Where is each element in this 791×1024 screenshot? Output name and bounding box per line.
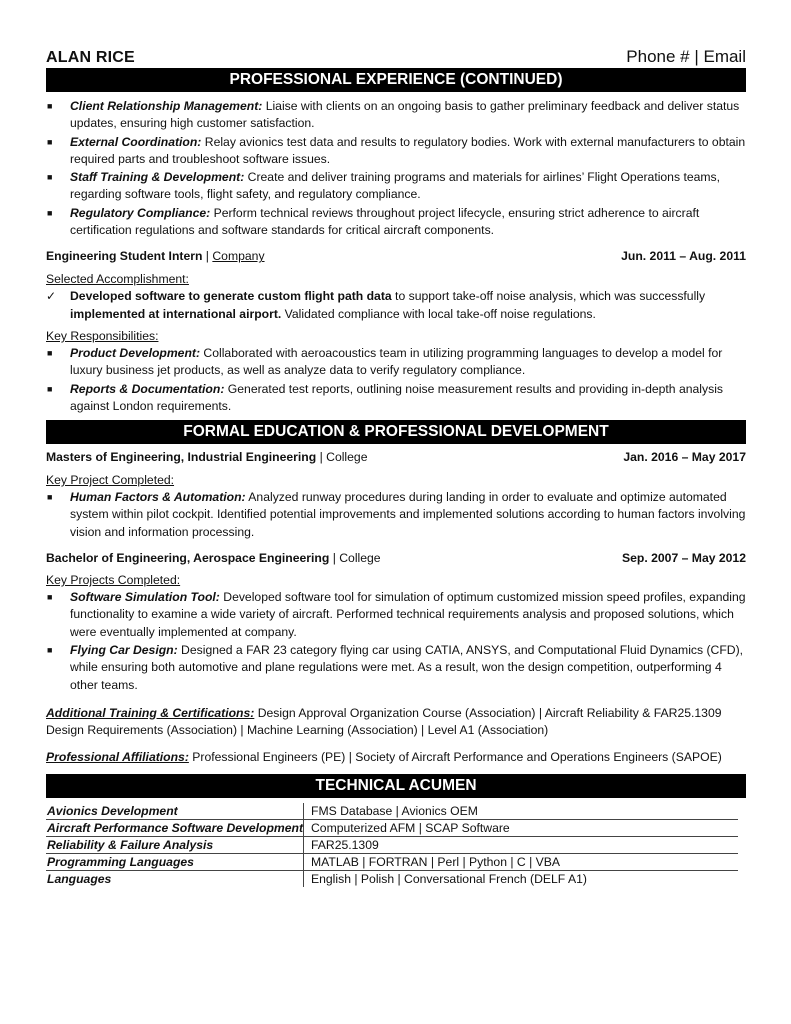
technical-section-heading: TECHNICAL ACUMEN [46, 774, 746, 798]
skill-category: Avionics Development [46, 803, 304, 820]
skill-values: MATLAB | FORTRAN | Perl | Python | C | VBA [304, 853, 739, 870]
square-bullet-icon: ■ [47, 101, 53, 111]
square-bullet-icon: ■ [47, 644, 53, 655]
skills-table [46, 803, 738, 887]
masters-project-list [46, 489, 746, 541]
degree-dates: Jan. 2016 – May 2017 [623, 450, 746, 465]
table-row [46, 853, 738, 870]
degree-dates: Sep. 2007 – May 2012 [622, 551, 746, 566]
list-item: ■ Software Simulation Tool: Developed software tool for simulation of optimum customized mission speed profiles, expanding functionality to examine a wide variety of aircraft. Performed technical requirements analysis and proposed solutions, which were eventually implemented at company. [47, 590, 746, 639]
square-bullet-icon: ■ [47, 383, 53, 394]
list-item: ✓ Developed software to generate custom flight path data to support take-off noise analysis, which was successfully implemented at international airport. Validated compliance with local take-off noise regulations. [46, 289, 706, 321]
table-row [46, 870, 738, 887]
list-item: ■ Flying Car Design: Designed a FAR 23 category flying car using CATIA, ANSYS, and Computational Fluid Dynamics (CFD), while ensuring both automotive and plane regulations were met. As a result, won the design competition, outperforming 4 other teams. [47, 642, 744, 692]
experience-bullet-list [46, 98, 746, 239]
degree-title: Bachelor of Engineering, Aerospace Engineering [46, 551, 330, 566]
masters-entry-header [46, 449, 746, 466]
training-certifications: Additional Training & Certifications: Design Approval Organization Course (Association) | Aircraft Reliability & FAR25.1309 Design Requirements (Association) | Machine Learning (Association) | Level A1 (Association) [46, 705, 722, 738]
list-item: ■ Product Development: Collaborated with aeroacoustics team in utilizing programming languages to develop a model for luxury business jet products, as well as analyze data to verify regulatory compliance. [47, 345, 723, 378]
responsibilities-heading: Key Responsibilities: [46, 328, 159, 343]
affiliations-label: Professional Affiliations: [46, 750, 189, 765]
list-item: ■ Staff Training & Development: Create and deliver training programs and materials for airlines’ Flight Operations teams, regarding software tools, flight safety, and regulatory compliance. [47, 170, 721, 202]
resume-page [46, 45, 746, 887]
skill-category: Languages [46, 870, 304, 887]
table-row [46, 819, 738, 836]
list-item: ■ External Coordination: Relay avionics test data and results to regulatory bodies. Work with external manufacturers to obtain required parts and troubleshoot software issues. [47, 134, 746, 166]
skill-category: Reliability & Failure Analysis [46, 836, 304, 853]
skill-values: FAR25.1309 [304, 836, 739, 853]
job-title: Engineering Student Intern [46, 249, 203, 264]
table-row [46, 803, 738, 820]
professional-affiliations: Professional Affiliations: Professional Engineers (PE) | Society of Aircraft Performance and Operations Engineers (SAPOE) [46, 750, 722, 765]
project-heading: Key Project Completed: [46, 473, 175, 488]
bachelors-project-list [46, 589, 746, 694]
square-bullet-icon: ■ [47, 207, 53, 218]
company-name: Company [212, 249, 265, 264]
skill-category: Aircraft Performance Software Development [47, 820, 304, 835]
accomplishment-heading: Selected Accomplishment: [46, 272, 189, 287]
square-bullet-icon: ■ [47, 592, 53, 603]
list-item: ■ Reports & Documentation: Generated test reports, outlining noise measurement results and providing in-depth analysis against London requirements. [47, 381, 724, 413]
degree-title: Masters of Engineering, Industrial Engineering [46, 450, 317, 465]
table-row [46, 836, 738, 853]
resume-header [46, 45, 746, 67]
list-item: ■ Regulatory Compliance: Perform technical reviews throughout project lifecycle, ensuring strict adherence to aircraft certification regulations and software standards for critical aircraft components. [47, 205, 700, 238]
school-name: | College [329, 551, 381, 566]
skill-category: Programming Languages [46, 853, 304, 870]
job-entry-header: Engineering Student Intern | Company Jun. 2011 – Aug. 2011 [46, 249, 746, 264]
experience-section-heading: PROFESSIONAL EXPERIENCE (CONTINUED) [46, 68, 746, 92]
square-bullet-icon: ■ [47, 172, 53, 183]
skill-values: Computerized AFM | SCAP Software [304, 819, 739, 836]
training-label: Additional Training & Certifications: [46, 705, 255, 720]
checkmark-icon: ✓ [46, 289, 57, 304]
candidate-name: ALAN RICE [46, 49, 135, 66]
job-dates: Jun. 2011 – Aug. 2011 [621, 249, 746, 264]
skill-values: English | Polish | Conversational French (DELF A1) [311, 871, 587, 886]
education-section-heading: FORMAL EDUCATION & PROFESSIONAL DEVELOPMENT [46, 420, 746, 444]
project-heading: Key Projects Completed: [46, 573, 181, 588]
square-bullet-icon: ■ [47, 492, 53, 503]
accomplishment-list [46, 288, 746, 323]
skill-values: FMS Database | Avionics OEM [304, 803, 739, 820]
square-bullet-icon: ■ [47, 347, 53, 358]
square-bullet-icon: ■ [47, 136, 53, 147]
bachelors-entry-header [46, 550, 746, 567]
contact-info: Phone # | Email [626, 47, 746, 66]
list-item: ■ Client Relationship Management: Liaise with clients on an ongoing basis to gather preliminary feedback and deliver status updates, ensuring high customer satisfaction. [47, 99, 740, 131]
school-name: | College [316, 450, 368, 465]
responsibilities-list [46, 345, 746, 415]
list-item: ■ Human Factors & Automation: Analyzed runway procedures during landing in order to evaluate and optimize automated system within pilot cockpit. Identified potential improvements and implemented solutions according to human factors involving vision and information processing. [47, 490, 746, 539]
